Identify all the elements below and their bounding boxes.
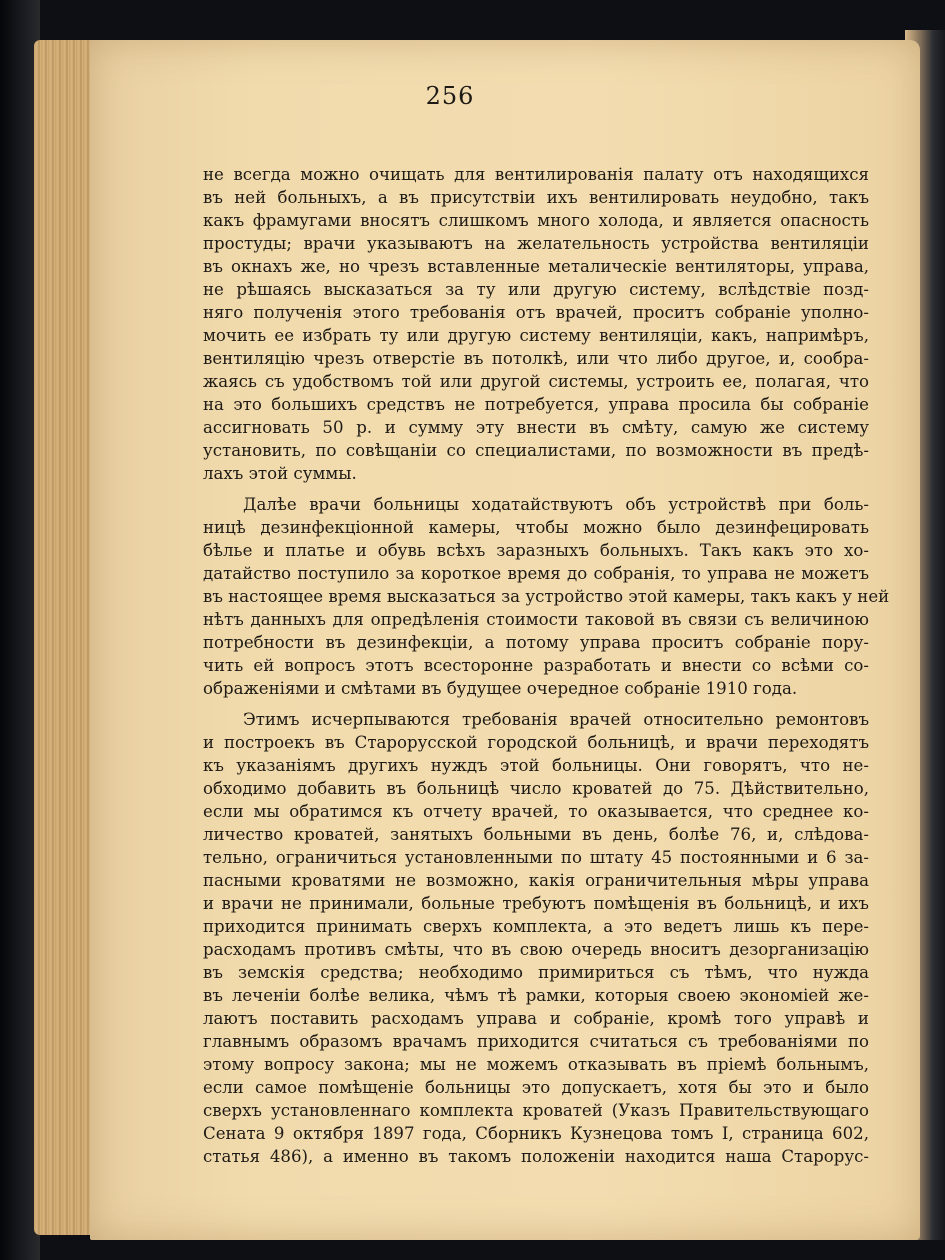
text-line: не рѣшаясь высказаться за ту или другую систему, вслѣдствіе позд-: [203, 280, 869, 299]
text-line: чить ей вопросъ этотъ всесторонне разработать и внести со всѣми со-: [203, 656, 869, 675]
text-line: въ окнахъ же, но чрезъ вставленные металическіе вентиляторы, управа,: [203, 257, 869, 276]
text-line: лахъ этой суммы.: [203, 464, 357, 483]
text-line: ассигновать 50 р. и сумму эту внести въ смѣту, самую же систему: [203, 418, 869, 437]
text-line: къ указаніямъ другихъ нуждъ этой больницы. Они говорятъ, что не-: [203, 756, 869, 775]
text-line: потребности въ дезинфекціи, а потому управа проситъ собраніе пору-: [203, 633, 869, 652]
text-line: няго полученія этого требованія отъ врачей, проситъ собраніе уполно-: [203, 303, 869, 322]
text-line: если самое помѣщеніе больницы это допускаетъ, хотя бы это и было: [203, 1078, 869, 1097]
text-line: датайство поступило за короткое время до собранія, то управа не можетъ: [203, 564, 869, 583]
text-line: сверхъ установленнаго комплекта кроватей (Указъ Правительствующаго: [203, 1101, 869, 1120]
text-line: статья 486), а именно въ такомъ положеніи находится наша Старорус-: [203, 1147, 869, 1166]
text-line: личество кроватей, занятыхъ больными въ день, болѣе 76, и, слѣдова-: [203, 825, 869, 844]
text-line: въ земскія средства; необходимо примириться съ тѣмъ, что нужда: [203, 963, 869, 982]
text-line: если мы обратимся къ отчету врачей, то оказывается, что среднее ко-: [203, 802, 869, 821]
text-line: тельно, ограничиться установленными по штату 45 постоянными и 6 за-: [203, 848, 869, 867]
text-line: вентиляцію чрезъ отверстіе въ потолкѣ, или что либо другое, и, сообра-: [203, 349, 869, 368]
text-line: мочить ее избрать ту или другую систему вентиляціи, какъ, напримѣръ,: [203, 326, 869, 345]
text-line: жаясь съ удобствомъ той или другой системы, устроить ее, полагая, что: [203, 372, 869, 391]
text-line: въ ней больныхъ, а въ присутствіи ихъ вентилировать неудобно, такъ: [203, 188, 869, 207]
text-line: ницѣ дезинфекціонной камеры, чтобы можно было дезинфецировать: [203, 518, 869, 537]
text-line: Этимъ исчерпываются требованія врачей относительно ремонтовъ: [243, 710, 869, 729]
text-line: Далѣе врачи больницы ходатайствуютъ объ устройствѣ при боль-: [243, 495, 869, 514]
text-line: какъ фрамугами вносятъ слишкомъ много холода, и является опасность: [203, 211, 869, 230]
text-line: простуды; врачи указываютъ на желательность устройства вентиляціи: [203, 234, 869, 253]
text-line: въ леченіи болѣе велика, чѣмъ тѣ рамки, которыя своею экономіей же-: [203, 986, 869, 1005]
text-line: и врачи не принимали, больные требуютъ помѣщенія въ больницѣ, и ихъ: [203, 894, 869, 913]
page-number: 256: [425, 82, 475, 110]
text-line: пасными кроватями не возможно, какія ограничительныя мѣры управа: [203, 871, 869, 890]
text-line: этому вопросу закона; мы не можемъ отказывать въ пріемѣ больнымъ,: [203, 1055, 869, 1074]
text-line: на это большихъ средствъ не потребуется, управа просила бы собраніе: [203, 395, 869, 414]
text-line: бѣлье и платье и обувь всѣхъ заразныхъ больныхъ. Такъ какъ это хо-: [203, 541, 869, 560]
text-line: въ настоящее время высказаться за устройство этой камеры, такъ какъ у ней: [203, 587, 890, 606]
text-line: главнымъ образомъ врачамъ приходится считаться съ требованіями по: [203, 1032, 869, 1051]
body-text: [203, 163, 890, 1168]
text-line: не всегда можно очищать для вентилированія палату отъ находящихся: [203, 165, 869, 184]
text-line: установить, по совѣщаніи со специалистами, по возможности въ предѣ-: [203, 441, 869, 460]
text-line: нѣтъ данныхъ для опредѣленія стоимости таковой въ связи съ величиною: [203, 610, 869, 629]
text-line: приходится принимать сверхъ комплекта, а это ведетъ лишь къ пере-: [203, 917, 869, 936]
text-line: Сената 9 октября 1897 года, Сборникъ Кузнецова томъ I, страница 602,: [203, 1124, 869, 1143]
text-line: расходамъ противъ смѣты, что въ свою очередь вноситъ дезорганизацію: [203, 940, 869, 959]
text-line: обходимо добавить въ больницѣ число кроватей до 75. Дѣйствительно,: [203, 779, 869, 798]
text-line: лаютъ поставить расходамъ управа и собраніе, кромѣ того управѣ и: [203, 1009, 869, 1028]
text-line: и построекъ въ Старорусской городской больницѣ, и врачи переходятъ: [203, 733, 869, 752]
text-line: ображеніями и смѣтами въ будущее очередное собраніе 1910 года.: [203, 679, 798, 698]
paragraph-gap: [203, 485, 869, 493]
paragraph-gap: [203, 700, 869, 708]
